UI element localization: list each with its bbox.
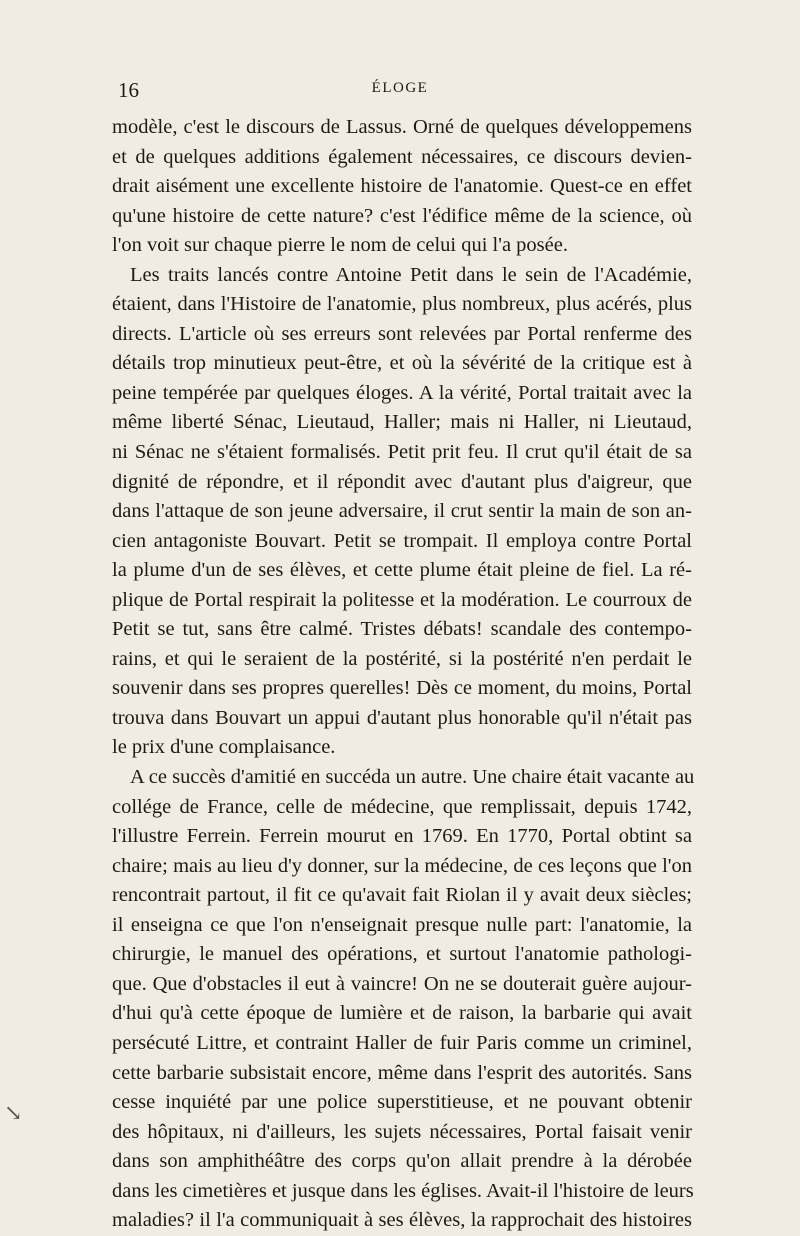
text-line: maladies? il l'a communiquait à ses élèves, la rapprochait des histoires [112,1209,692,1232]
text-line: même liberté Sénac, Lieutaud, Haller; mais ni Haller, ni Lieutaud, [112,411,692,434]
text-line: d'hui qu'à cette époque de lumière et de raison, la barbarie qui avait [112,1002,692,1025]
text-line: A ce succès d'amitié en succéda un autre. Une chaire était vacante au [130,766,695,789]
text-line: détails trop minutieux peut-être, et où la sévérité de la critique est à [112,352,692,375]
text-line: persécuté Littre, et contraint Haller de fuir Paris comme un criminel, [112,1031,692,1054]
text-line: des hôpitaux, ni d'ailleurs, les sujets nécessaires, Portal faisait venir [112,1120,692,1143]
body-text [112,113,695,1236]
text-line: et de quelques additions également nécessaires, ce discours devien- [112,145,692,168]
text-line: la plume d'un de ses élèves, et cette plume était pleine de fiel. La ré- [112,559,692,582]
text-line: l'illustre Ferrein. Ferrein mourut en 1769. En 1770, Portal obtint sa [112,825,692,848]
text-line: étaient, dans l'Histoire de l'anatomie, plus nombreux, plus acérés, plus [112,293,692,316]
text-line: chaire; mais au lieu d'y donner, sur la médecine, de ces leçons que l'on [112,854,692,877]
text-line: dans l'attaque de son jeune adversaire, il crut sentir la main de son an- [112,500,692,523]
text-line: dignité de répondre, et il répondit avec d'autant plus d'aigreur, que [112,470,692,493]
text-line: cesse inquiété par une police superstitieuse, et ne pouvant obtenir [112,1091,692,1114]
text-line: peine tempérée par quelques éloges. A la vérité, Portal traitait avec la [112,381,692,404]
text-line: qu'une histoire de cette nature? c'est l'édifice même de la science, où [112,204,692,227]
text-line: directs. L'article où ses erreurs sont relevées par Portal renferme des [112,322,692,345]
text-line: Petit se tut, sans être calmé. Tristes débats! scandale des contempo- [112,618,692,641]
text-line: ni Sénac ne s'étaient formalisés. Petit prit feu. Il crut qu'il était de sa [112,441,692,464]
text-line: dans son amphithéâtre des corps qu'on allait prendre à la dérobée [112,1150,692,1173]
text-line: souvenir dans ses propres querelles! Dès ce moment, du moins, Portal [112,677,692,700]
page-header [0,78,800,108]
text-line: cette barbarie subsistait encore, même dans l'esprit des autorités. Sans [112,1061,692,1084]
text-line: rains, et qui le seraient de la postérité, si la postérité n'en perdait le [112,647,692,670]
text-line: dans les cimetières et jusque dans les églises. Avait-il l'histoire de leurs [112,1179,694,1202]
text-line: plique de Portal respirait la politesse et la modération. Le courroux de [112,588,692,611]
text-line: trouva dans Bouvart un appui d'autant plus honorable qu'il n'était pas [112,706,692,729]
running-title: ÉLOGE [371,80,429,96]
text-line: il enseigna ce que l'on n'enseignait presque nulle part: l'anatomie, la [112,913,692,936]
scan-mark-icon: ↘ [4,1100,23,1125]
text-line: collége de France, celle de médecine, que remplissait, depuis 1742, [112,795,692,818]
text-line: modèle, c'est le discours de Lassus. Orné de quelques développemens [112,116,692,138]
text-line: Les traits lancés contre Antoine Petit dans le sein de l'Académie, [130,263,692,286]
text-line: le prix d'une complaisance. [112,736,336,759]
text-line: l'on voit sur chaque pierre le nom de celui qui l'a posée. [112,234,568,257]
text-line: drait aisément une excellente histoire de l'anatomie. Quest-ce en effet [112,175,692,198]
text-line: que. Que d'obstacles il eut à vaincre! On ne se douterait guère aujour- [112,972,692,995]
text-line: rencontrait partout, il fit ce qu'avait fait Riolan il y avait deux siècles; [112,884,692,907]
page-number: 16 [118,78,139,102]
text-line: cien antagoniste Bouvart. Petit se trompait. Il employa contre Portal [112,529,692,552]
text-line: chirurgie, le manuel des opérations, et surtout l'anatomie pathologi- [112,943,692,966]
